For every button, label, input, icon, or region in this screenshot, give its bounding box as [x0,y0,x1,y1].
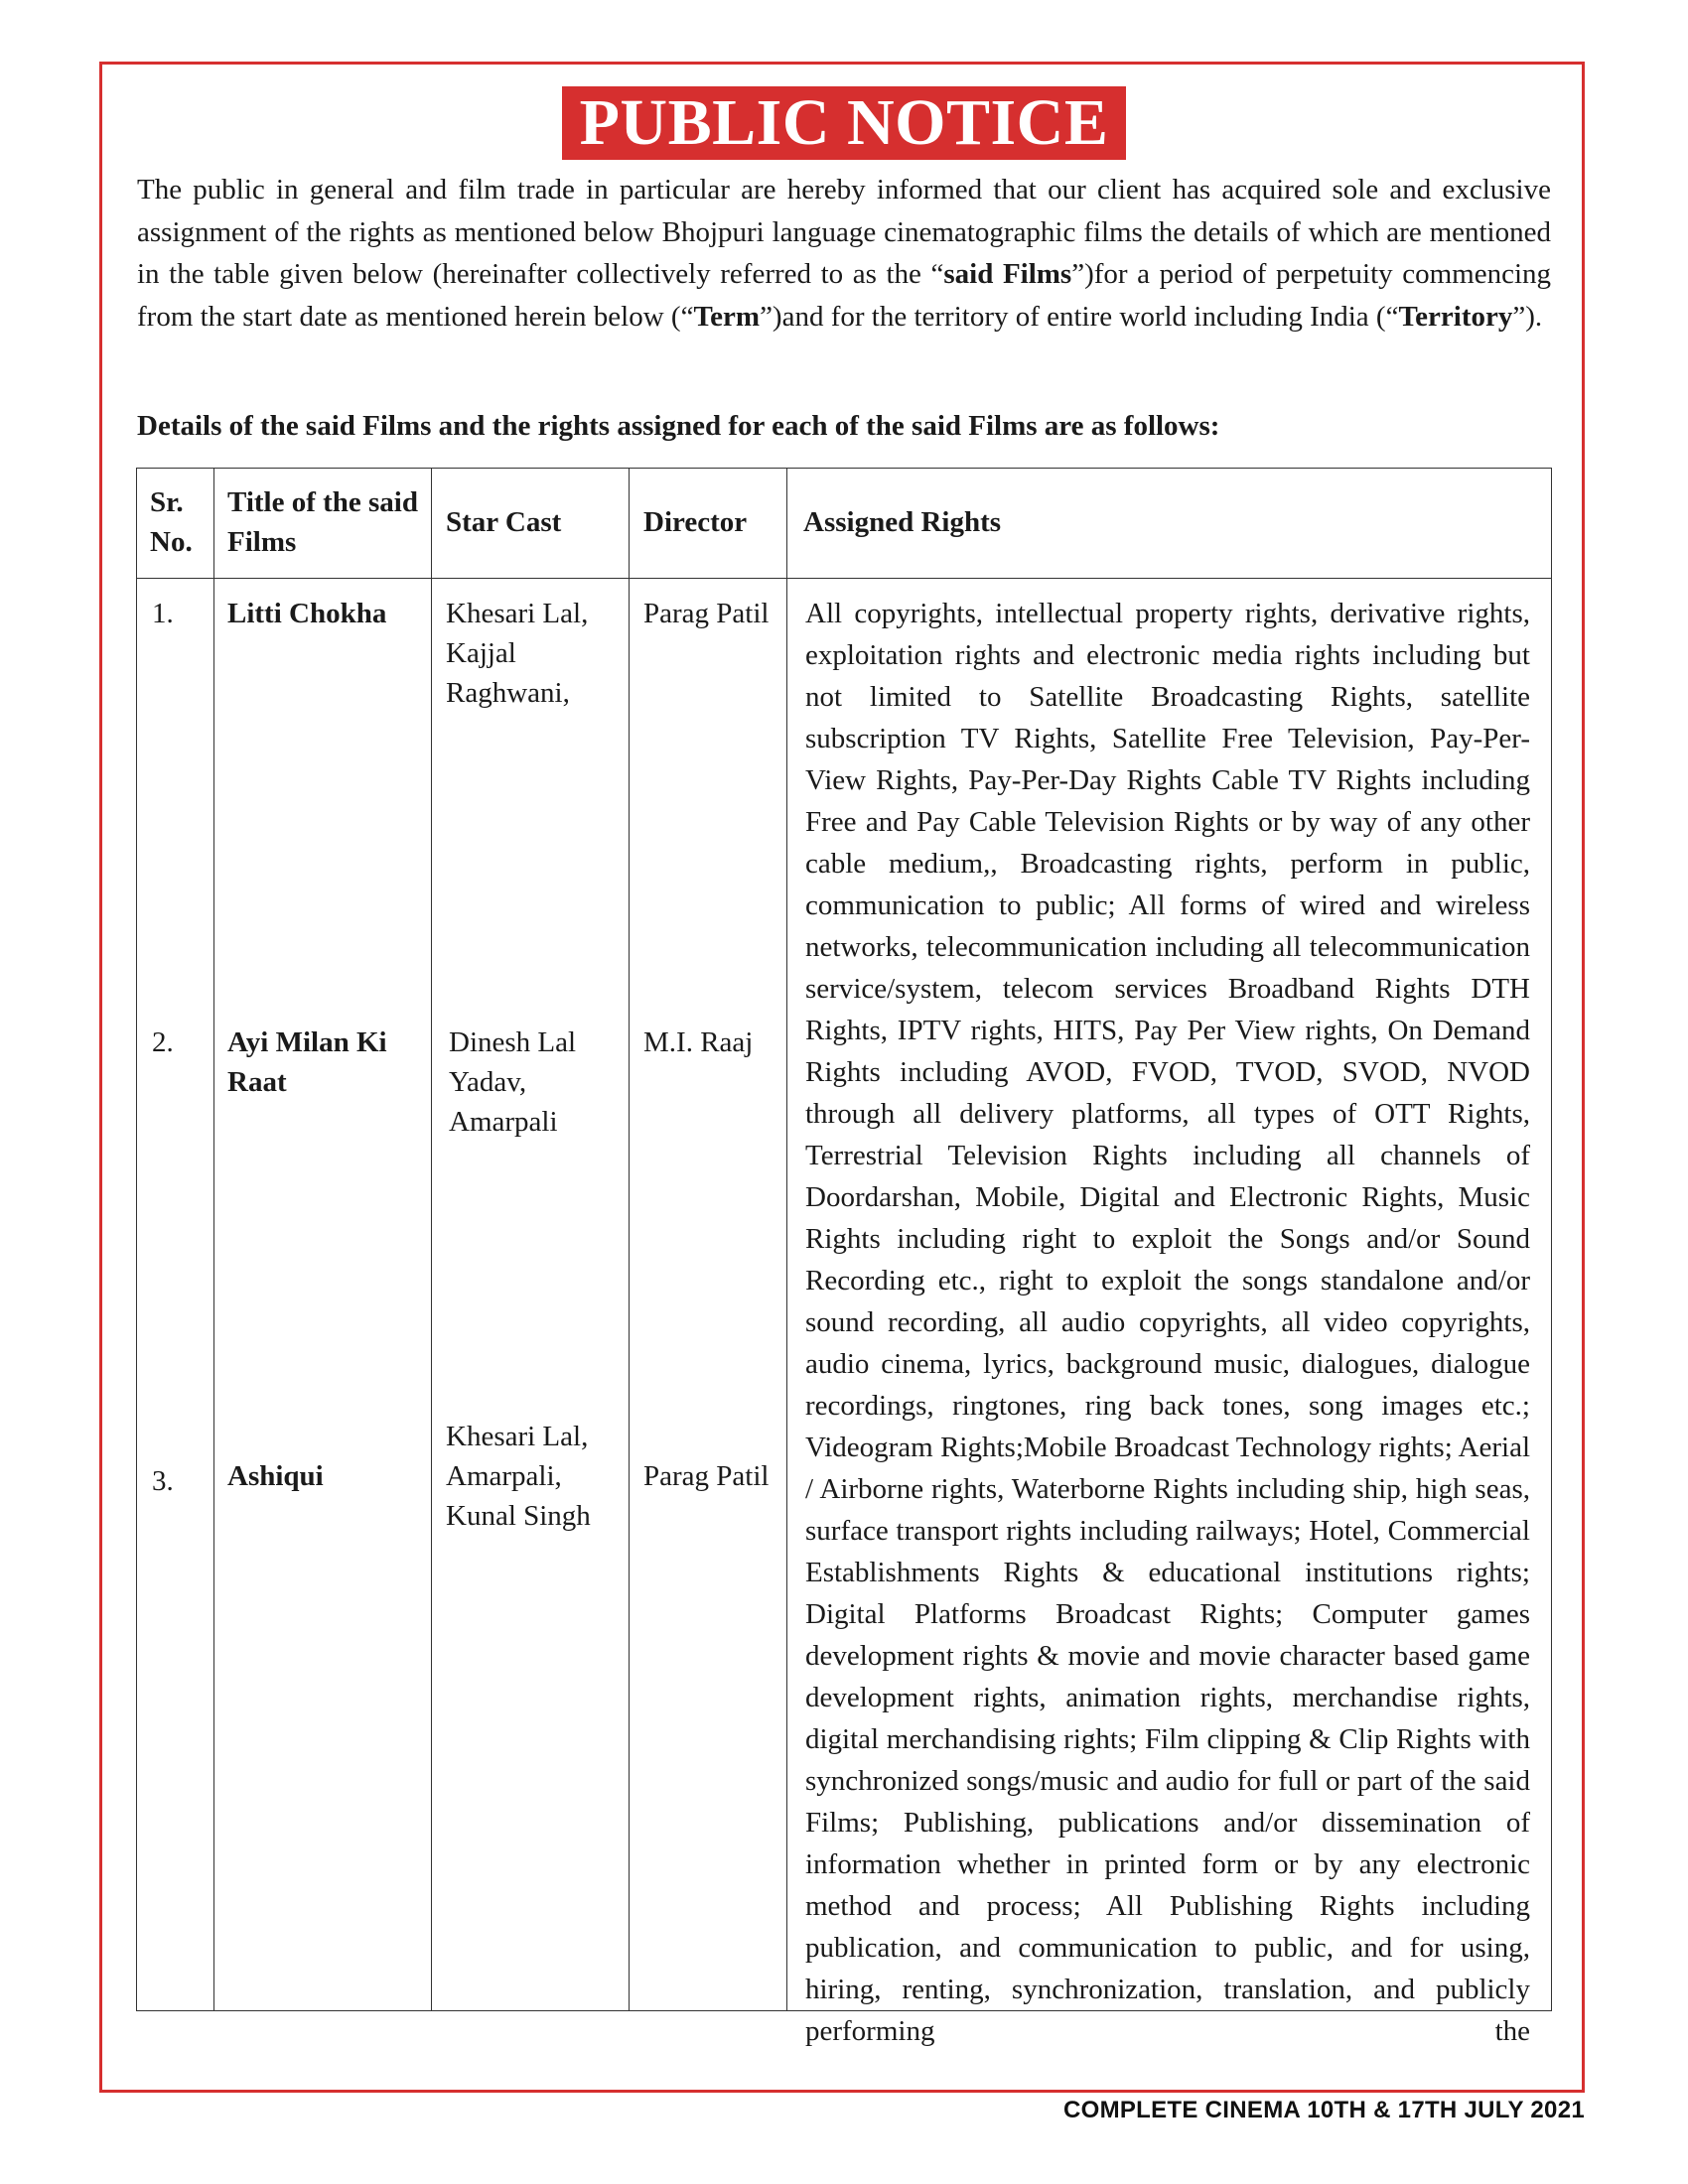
films-table [136,468,1552,2047]
header-assigned-rights: Assigned Rights [803,506,1002,538]
row3-cast-line: Kunal Singh [446,1500,591,1532]
row2-title-line: Ayi Milan Ki [227,1026,387,1058]
row3-cast-line: Amarpali, [446,1460,562,1492]
intro-text-3: ”)and for the territory of entire world including India (“ [760,300,1399,333]
row1-sr: 1. [152,598,174,629]
table-header-divider [137,578,1551,579]
row2-film-title [227,1023,387,1102]
row3-title-line: Ashiqui [227,1460,324,1492]
intro-bold-term: Term [693,300,761,333]
intro-text-1: The public in general and film trade in particular are hereby informed that our client has acquired sole and exclusive assignment of the rights as mentioned below Bhojpuri language cinematographic films the details of which are mentioned in the table given below (hereinafter collectively referred to as the “ [137,174,1551,290]
assigned-rights-text: All copyrights, intellectual property rights, derivative rights, exploitation rights and electronic media rights including but not limited to Satellite Broadcasting Rights, satellite subscription TV Rights, Satellite Free Television, Pay-Per-View Rights, Pay-Per-Day Rights Cable TV Rights including Free and Pay Cable Television Rights or by way of any other cable medium,, Broadcasting rights, perform in public, communication to public; All forms of wired and wireless networks, telecommunication including all telecommunication service/system, telecom services Broadband Rights DTH Rights, IPTV rights, HITS, Pay Per View rights, On Demand Rights including AVOD, FVOD, TVOD, SVOD, NVOD through all delivery platforms, all types of OTT Rights, Terrestrial Television Rights including all channels of Doordarshan, Mobile, Digital and Electronic Rights, Music Rights including right to exploit the Songs and/or Sound Recording etc., right to exploit the songs standalone and/or sound recording, all audio copyrights, all video copyrights, audio cinema, lyrics, background music, dialogues, dialogue recordings, ringtones, ring back tones, song images etc.; Videogram Rights;Mobile Broadcast Technology rights; Aerial / Airborne rights, Waterborne Rights including ship, high seas, surface transport rights including railways; Hotel, Commercial Establishments Rights & educational institutions rights; Digital Platforms Broadcast Rights; Computer games development rights & movie and movie character based game development rights, animation rights, merchandise rights, digital merchandising rights; Film clipping & Clip Rights with synchronized songs/music and audio for full or part of the said Films; Publishing, publications and/or dissemination of information whether in printed form or by any electronic method and process; All Publishing Rights including publication, and communication to public, and for using, hiring, renting, synchronization, translation, and publicly performing the [805,598,1530,2047]
intro-bold-said-films: said Films [943,258,1072,290]
header-sr-line2: No. [150,526,193,558]
footer-publication: COMPLETE CINEMA 10TH & 17TH JULY 2021 [1062,2097,1585,2123]
row1-cast-line: Kajjal [446,637,516,669]
row2-sr: 2. [152,1026,174,1058]
row1-cast-line: Khesari Lal, [446,598,589,629]
row2-star-cast [449,1023,576,1142]
intro-text-2: ”)for a period of perpetuity commencing from the start date as mentioned herein below (“ [137,258,1551,333]
header-title-line1: Title of the said [227,486,418,518]
row1-film-title [227,594,386,633]
table-divider [629,469,630,2010]
row3-film-title [227,1456,324,1496]
row2-director: M.I. Raaj [643,1026,754,1058]
row2-cast-line: Yadav, [449,1066,527,1098]
table-divider [786,469,787,2010]
header-sr-line1: Sr. [150,486,184,518]
row1-director: Parag Patil [643,598,770,629]
intro-text-4: ”). [1512,300,1543,333]
row3-star-cast [446,1417,591,1536]
header-sr-no [150,482,193,562]
row2-title-line: Raat [227,1066,287,1098]
row1-title-line: Litti Chokha [227,598,387,629]
row1-cast-line: Raghwani, [446,677,570,709]
row3-cast-line: Khesari Lal, [446,1421,589,1452]
row2-cast-line: Amarpali [449,1106,558,1138]
header-title-line2: Films [227,526,297,558]
intro-paragraph [137,169,1551,338]
intro-bold-territory: Territory [1398,300,1513,333]
header-director: Director [643,506,748,538]
row3-director: Parag Patil [643,1460,770,1492]
table-divider [213,469,214,2010]
row3-sr: 3. [152,1465,174,1497]
header-star-cast: Star Cast [446,506,562,538]
table-divider [431,469,432,2010]
notice-title: PUBLIC NOTICE [562,86,1127,160]
title-container [0,86,1688,160]
table-subheading: Details of the said Films and the rights assigned for each of the said Films are as follows: [137,410,1220,442]
row2-cast-line: Dinesh Lal [449,1026,577,1058]
row1-star-cast [446,594,588,713]
header-title [227,482,418,562]
